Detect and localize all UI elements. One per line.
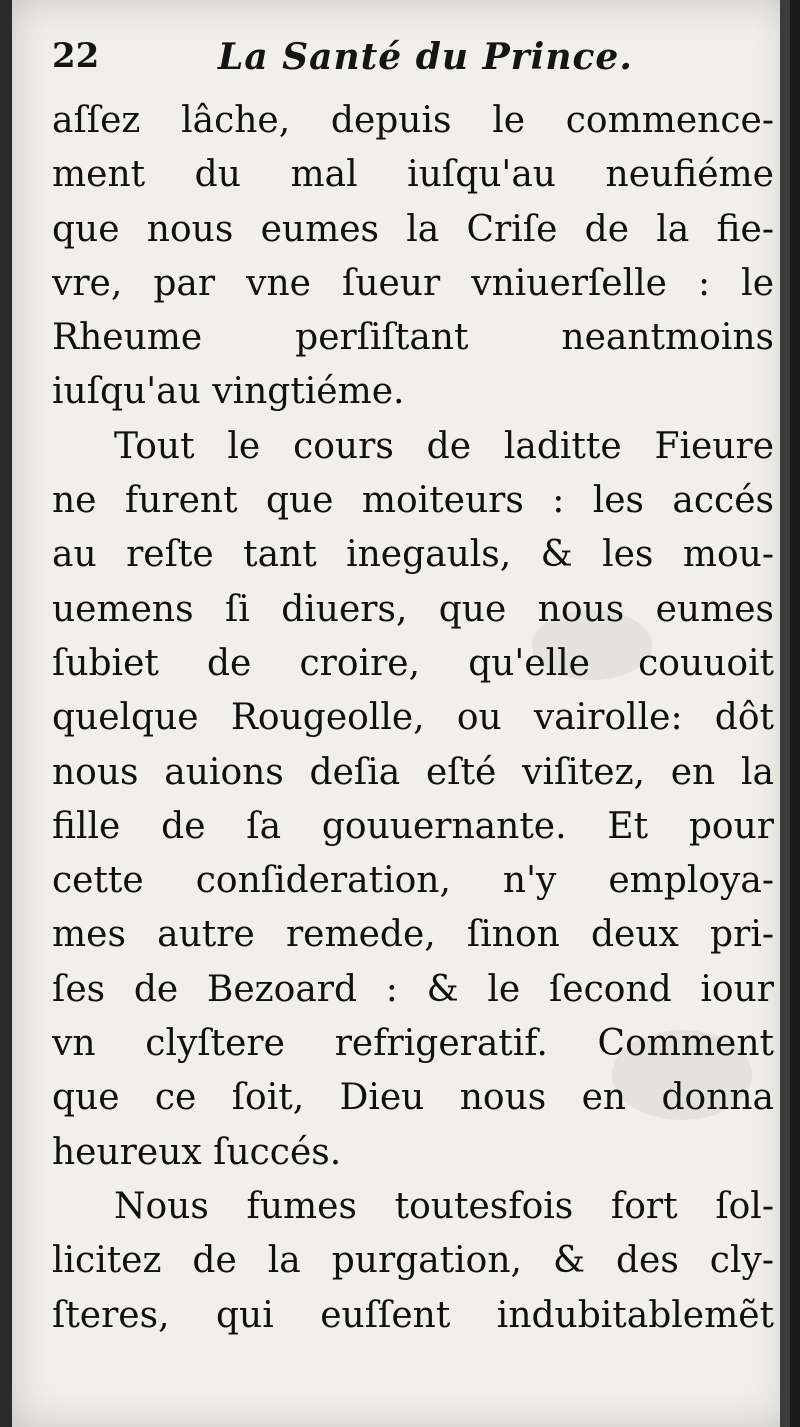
text-line: aſſez lâche, depuis le commence- [52,100,774,141]
text-line: nous auions deſia eſté viſitez, en la [52,751,774,793]
text-line: ſubiet de croire, qu'elle couuoit [52,642,774,684]
text-line: fille de ſa gouuernante. Et pour [52,805,774,847]
text-line: vn clyſtere refrigeratif. Comment [52,1023,774,1065]
paragraph-start-line: Tout le cours de laditte Fieure [114,425,774,467]
text-line: ſes de Bezoard : & le ſecond iour [52,968,774,1010]
text-line: cette conſideration, n'y employa- [52,860,774,902]
page-header [48,36,768,96]
page-edge [0,0,12,1427]
text-line: au reſte tant inegauls, & les mou- [52,534,774,576]
text-line: mes autre remede, ſinon deux pri- [52,914,774,956]
text-line: heureux ſuccés. [52,1131,342,1173]
page-number: 22 [52,36,100,76]
text-line: licitez de la purgation, & des cly- [52,1240,774,1282]
text-line: que nous eumes la Criſe de la fie- [52,208,774,250]
text-line: ſteres, qui euſſent indubitablemẽt [52,1294,774,1336]
page-edge [780,0,790,1427]
text-line: que ce ſoit, Dieu nous en donna [52,1077,774,1119]
text-line: ment du mal iuſqu'au neufiéme [52,154,774,196]
text-line: iuſqu'au vingtiéme. [52,371,405,413]
text-line: vre, par vne ſueur vniuerſelle : le [52,262,774,304]
text-line: Rheume perſiſtant neantmoins [52,317,774,359]
paragraph-start-line: Nous fumes toutesfois fort ſol- [114,1185,774,1227]
running-head: La Santé du Prince. [218,36,633,78]
text-line: uemens ſi diuers, que nous eumes [52,588,774,630]
text-line: quelque Rougeolle, ou vairolle: dôt [52,697,774,739]
text-line: ne furent que moiteurs : les accés [52,480,774,522]
body-text [52,94,774,1343]
book-page [12,0,790,1427]
